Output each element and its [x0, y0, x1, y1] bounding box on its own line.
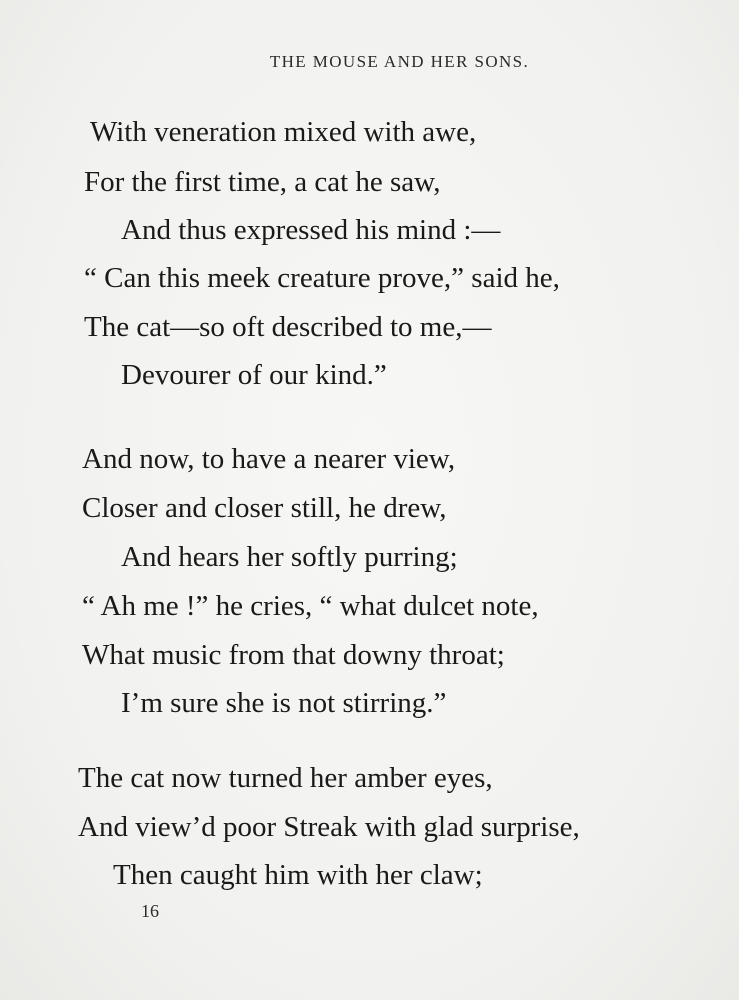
- verse-line: With veneration mixed with awe,: [90, 116, 477, 148]
- verse-line: “ Ah me !” he cries, “ what dulcet note,: [82, 590, 539, 622]
- verse-line: And view’d poor Streak with glad surprise,: [78, 811, 580, 843]
- verse-line: And now, to have a nearer view,: [82, 443, 456, 475]
- verse-line: And thus expressed his mind :—: [121, 214, 501, 246]
- verse-line: The cat now turned her amber eyes,: [78, 762, 493, 794]
- verse-line: Devourer of our kind.”: [121, 359, 387, 391]
- verse-line: I’m sure she is not stirring.”: [121, 687, 447, 719]
- verse-line: What music from that downy throat;: [82, 639, 505, 671]
- running-head: THE MOUSE AND HER SONS.: [269, 52, 530, 71]
- verse-line: “ Can this meek creature prove,” said he,: [84, 262, 560, 294]
- verse-line: The cat—so oft described to me,—: [84, 311, 492, 343]
- page-number: 16: [141, 901, 159, 921]
- verse-line: Then caught him with her claw;: [113, 859, 483, 891]
- verse-line: For the first time, a cat he saw,: [84, 166, 441, 198]
- verse-line: And hears her softly purring;: [121, 541, 458, 573]
- verse-line: Closer and closer still, he drew,: [82, 492, 447, 524]
